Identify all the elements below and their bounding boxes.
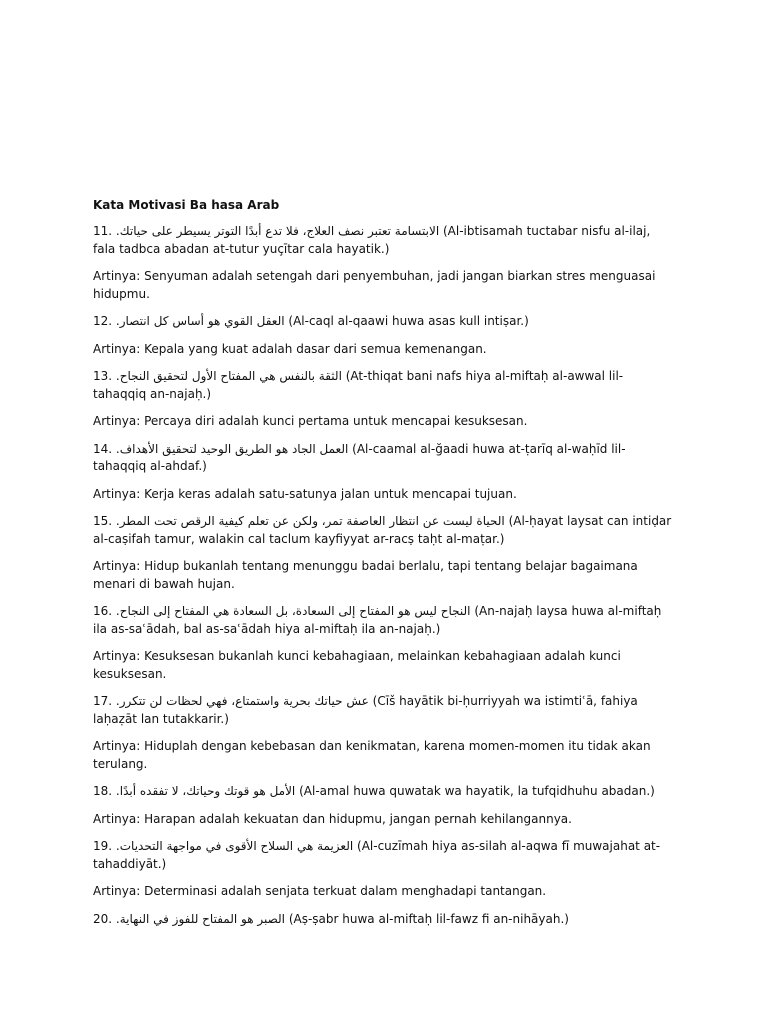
quote-meaning: Artinya: Hiduplah dengan kebebasan dan kenikmatan, karena momen-momen itu tidak akan terulang.	[93, 739, 651, 771]
quote-arabic: عش حياتك بحرية واستمتاع، فهي لحظات لن تتكرر.	[115, 694, 369, 708]
quote-transliteration: (Al-cuzīmah hiya as-silah al-aqwa fī muwajahat at-tahaddiyāt.)	[93, 839, 661, 871]
quote-entry	[93, 911, 673, 929]
quote-entry	[93, 368, 673, 403]
document-title: Kata Motivasi Ba hasa Arab	[93, 198, 280, 212]
quote-entry	[93, 783, 673, 801]
quote-number: 16.	[93, 604, 113, 618]
quote-transliteration: (Al-ibtisamah tuctabar nisfu al-ilaj, fala tadbca abadan at-tutur yuçītar cala hayatik.)	[93, 224, 651, 256]
quote-transliteration: (Al-ḥayat laysat can intiḍar al-caṣifah tamur, walakin cal taclum kayfiyyat ar-racṣ taḥt al-maṭar.)	[93, 514, 672, 546]
quote-arabic: الأمل هو قوتك وحياتك، لا تفقده أبدًا.	[115, 784, 296, 798]
quote-meaning: Artinya: Kerja keras adalah satu-satunya jalan untuk mencapai tujuan.	[93, 486, 517, 501]
quote-arabic: النجاح ليس هو المفتاح إلى السعادة، بل السعادة هي المفتاح إلى النجاح.	[115, 604, 471, 618]
quote-number: 19.	[93, 839, 113, 853]
quote-number: 11.	[93, 224, 113, 238]
quote-number: 14.	[93, 441, 113, 456]
quote-meaning: Artinya: Hidup bukanlah tentang menunggu badai berlalu, tapi tentang belajar bagaimana menari di bawah hujan.	[93, 559, 638, 591]
quote-arabic: العقل القوي هو أساس كل انتصار.	[115, 314, 285, 328]
quote-arabic: الصبر هو المفتاح للفوز في النهاية.	[115, 911, 285, 926]
quote-meaning: Artinya: Percaya diri adalah kunci pertama untuk mencapai kesuksesan.	[93, 414, 528, 428]
quote-arabic: العمل الجاد هو الطريق الوحيد لتحقيق الأهداف.	[115, 441, 349, 456]
quote-transliteration: (Al-caql al-qaawi huwa asas kull intiṣar.)	[288, 314, 529, 328]
quote-entry	[93, 441, 673, 476]
document-page	[93, 197, 673, 938]
quote-number: 13.	[93, 369, 113, 383]
quote-transliteration: (At-thiqat bani nafs hiya al-miftaḥ al-awwal lil-tahaqqiq an-najaḥ.)	[93, 369, 624, 401]
entry-list	[93, 223, 673, 928]
quote-transliteration: (Cīš hayātik bi-ḥurriyyah wa istimtiʿā, fahiya laḥaẓāt lan tutakkarir.)	[93, 694, 638, 726]
quote-entry	[93, 313, 673, 331]
quote-meaning: Artinya: Determinasi adalah senjata terkuat dalam menghadapi tantangan.	[93, 884, 547, 898]
quote-entry	[93, 223, 673, 258]
quote-number: 15.	[93, 514, 113, 528]
quote-arabic: العزيمة هي السلاح الأقوى في مواجهة التحديات.	[115, 839, 354, 853]
quote-entry	[93, 693, 673, 728]
quote-entry	[93, 838, 673, 873]
quote-transliteration: (An-najaḥ laysa huwa al-miftaḥ ila as-saʿādah, bal as-saʿādah hiya al-miftaḥ ila an-najaḥ.)	[93, 604, 662, 636]
quote-meaning: Artinya: Kepala yang kuat adalah dasar dari semua kemenangan.	[93, 341, 487, 356]
quote-number: 20.	[93, 911, 113, 926]
quote-transliteration: (Al-amal huwa quwatak wa hayatik, la tufqidhuhu abadan.)	[299, 784, 655, 798]
quote-meaning: Artinya: Kesuksesan bukanlah kunci kebahagiaan, melainkan kebahagiaan adalah kunci kesuksesan.	[93, 649, 621, 681]
quote-transliteration: (Al-caamal al-ğaadi huwa at-ṭarīq al-waḥīd lil-tahaqqiq al-ahdaf.)	[93, 441, 626, 473]
quote-meaning: Artinya: Senyuman adalah setengah dari penyembuhan, jadi jangan biarkan stres menguasai hidupmu.	[93, 269, 656, 301]
quote-meaning: Artinya: Harapan adalah kekuatan dan hidupmu, jangan pernah kehilangannya.	[93, 811, 572, 826]
quote-number: 12.	[93, 314, 113, 328]
quote-entry	[93, 513, 673, 548]
quote-entry	[93, 603, 673, 638]
quote-transliteration: (Aṣ-ṣabr huwa al-miftaḥ lil-fawz fi an-nihāyah.)	[288, 911, 569, 926]
quote-number: 17.	[93, 694, 113, 708]
quote-arabic: الثقة بالنفس هي المفتاح الأول لتحقيق النجاح.	[115, 369, 342, 383]
quote-arabic: الحياة ليست عن انتظار العاصفة تمر، ولكن عن تعلم كيفية الرقص تحت المطر.	[115, 514, 505, 528]
quote-arabic: الابتسامة تعتبر نصف العلاج، فلا تدع أبدًا التوتر يسيطر على حياتك.	[115, 224, 440, 238]
quote-number: 18.	[93, 784, 113, 798]
